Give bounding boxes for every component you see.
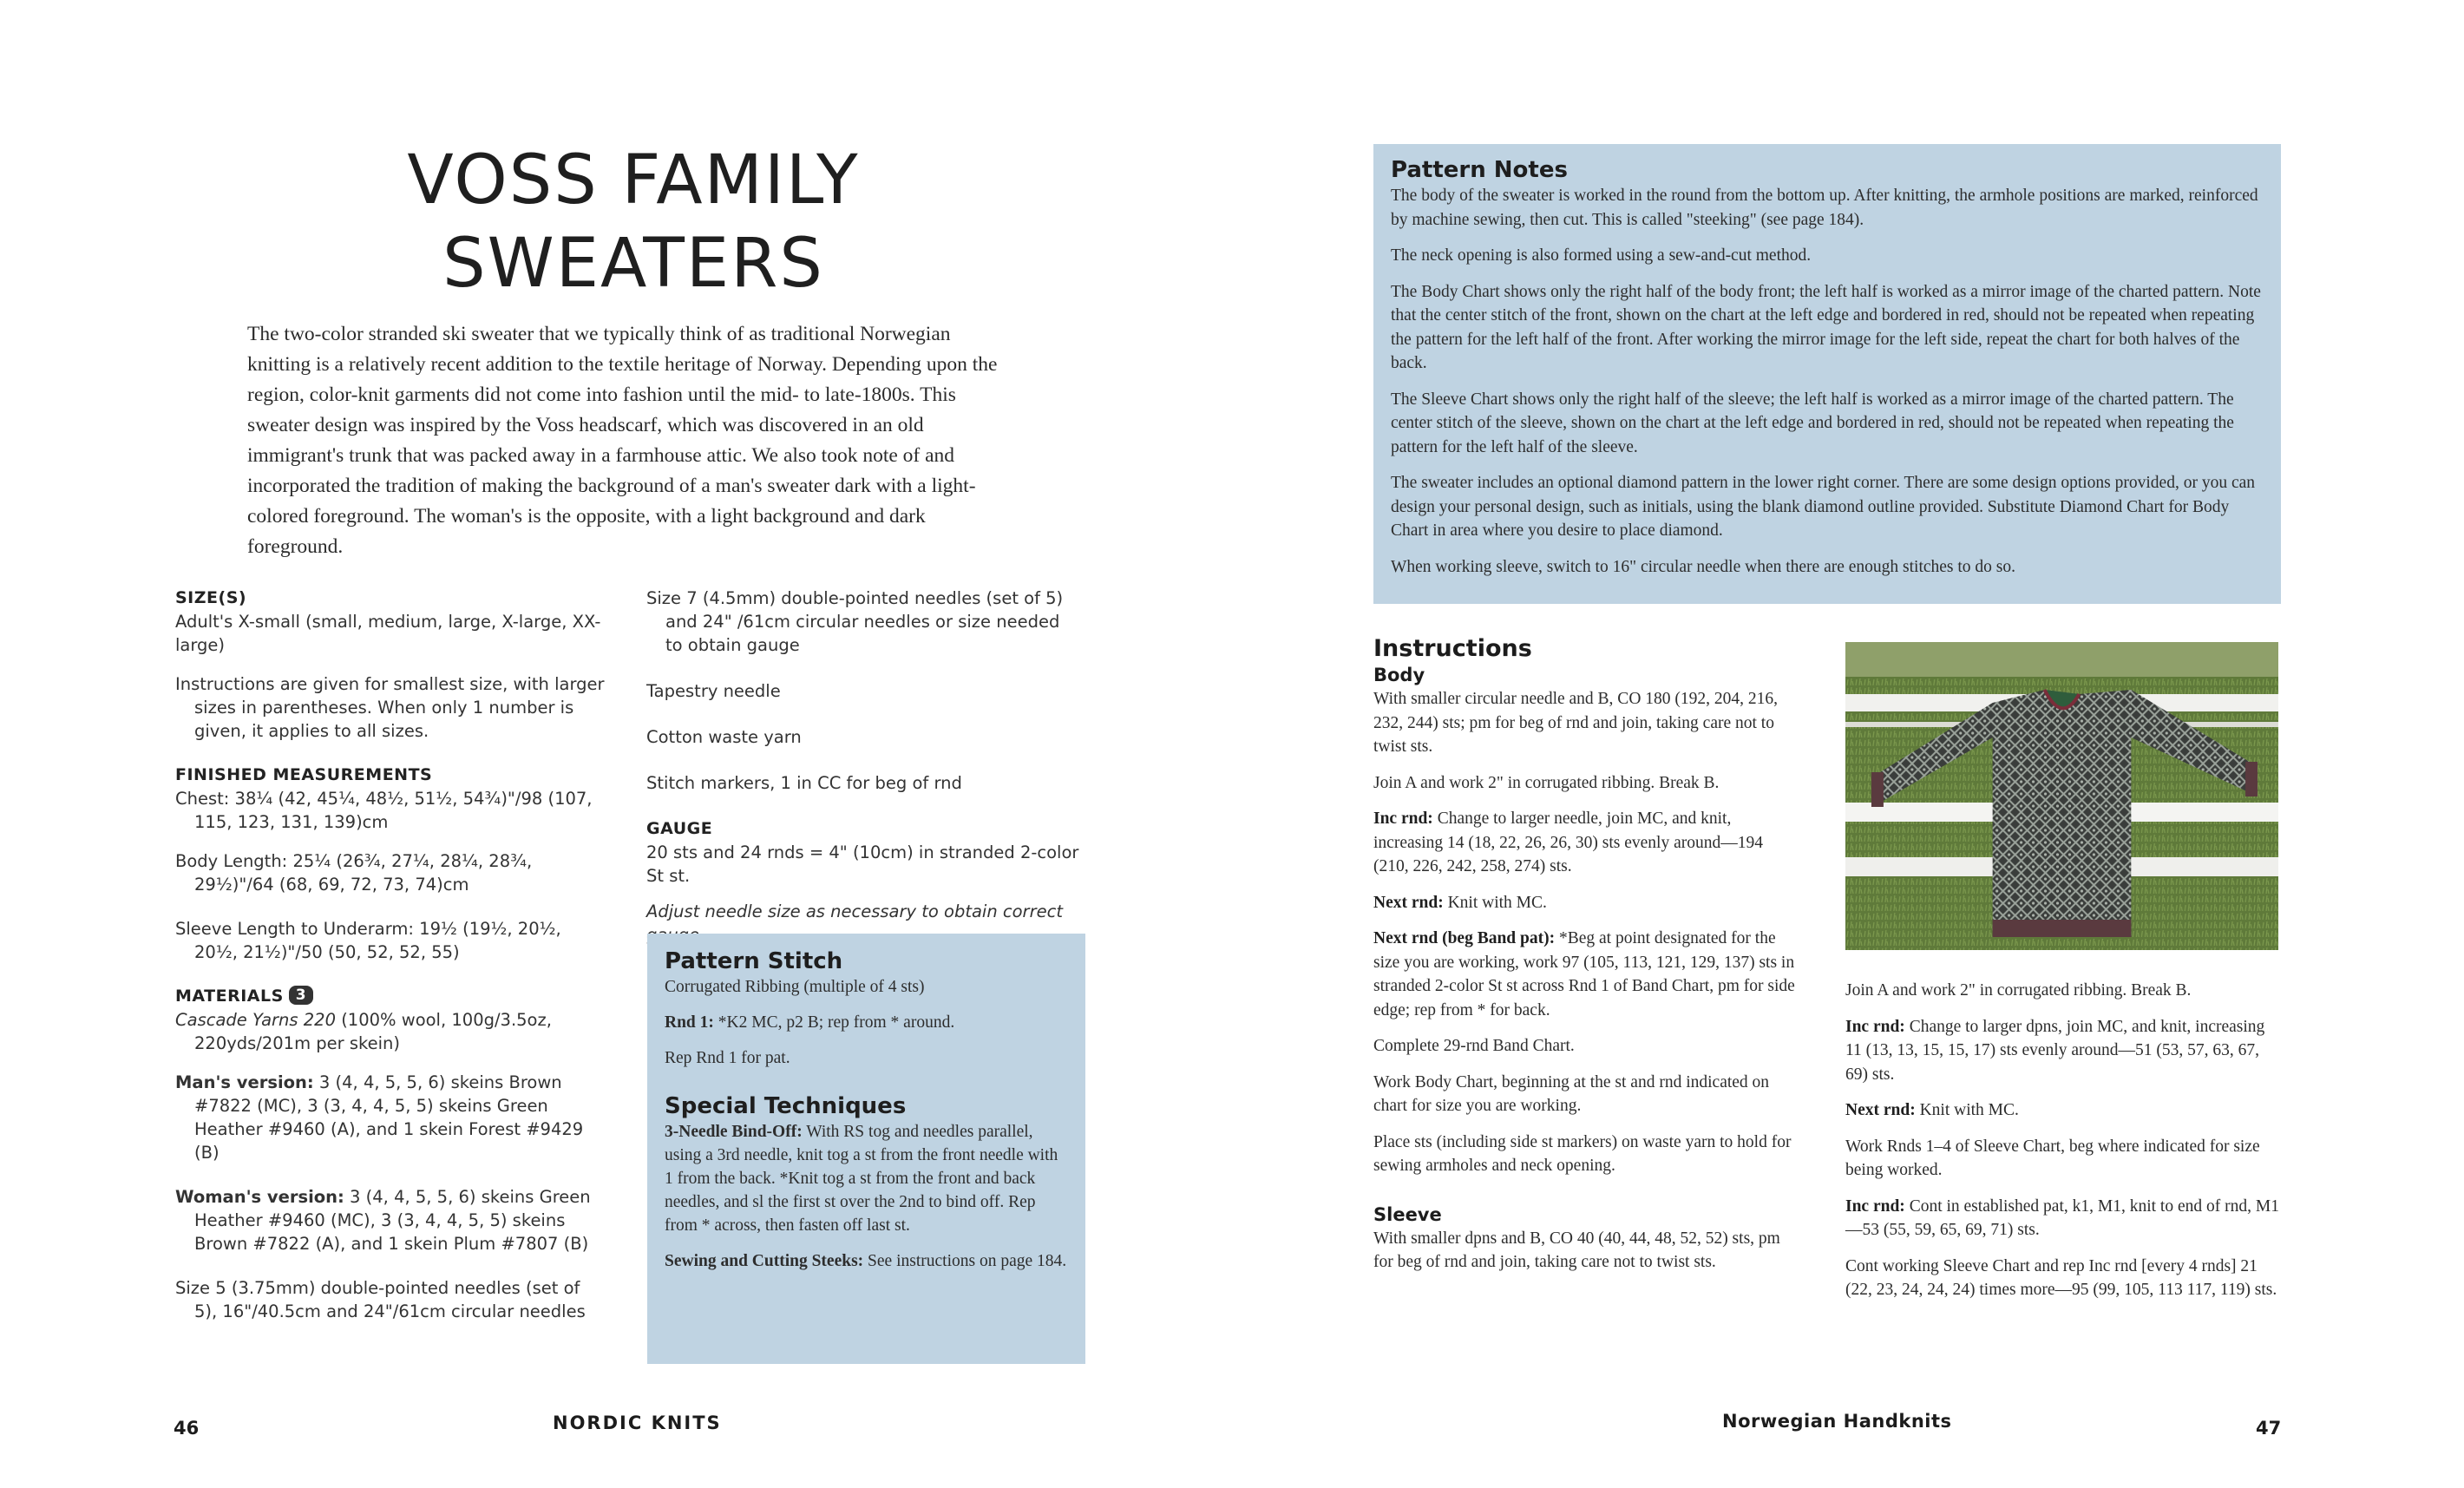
page-title — [260, 139, 1006, 305]
pattern-notes-box — [1373, 144, 2281, 604]
bind-off-text: With RS tog and needles parallel, using a 3rd needle, knit tog a st from the front needle with 1 from the back. *Knit tog a st from the front and back needles, and sl the first st over the 2nd to bind off. Rep from * across, then fasten off last st. — [665, 1123, 1058, 1235]
sleeve-step-inc-2 — [1845, 1195, 2279, 1242]
bind-off-label: 3-Needle Bind-Off: — [665, 1123, 803, 1141]
body-inc-label: Inc rnd: — [1373, 810, 1433, 828]
sleeve-inc2-label: Inc rnd: — [1845, 1196, 1905, 1216]
gauge-heading: GAUGE — [646, 819, 713, 838]
womans-version — [175, 1185, 605, 1255]
notes-paragraph-6: When working sleeve, switch to 16" circular needle when there are enough stitches to do so. — [1391, 557, 2016, 576]
body-step-place: Place sts (including side st markers) on waste yarn to hold for sewing armholes and neck opening. — [1373, 1132, 1792, 1175]
steeks-paragraph — [665, 1249, 1068, 1273]
sleeve-step-inc — [1845, 1015, 2279, 1087]
notes-paragraph-2: The neck opening is also formed using a sew-and-cut method. — [1391, 246, 1812, 265]
sleeve-length: Sleeve Length to Underarm: 19½ (19½, 20½, 20½, 21½)"/50 (50, 52, 52, 55) — [175, 919, 561, 962]
rnd1-line — [665, 1011, 1068, 1034]
sizes-heading: SIZE(S) — [175, 588, 247, 607]
sizes-text: Adult's X-small (small, medium, large, X-large, XX-large) — [175, 612, 601, 655]
chest-measure: Chest: 38¼ (42, 45¼, 48½, 51½, 54¾)"/98 (107, 115, 123, 131, 139)cm — [175, 789, 593, 832]
mans-version-text: 3 (4, 4, 5, 5, 6) skeins Brown #7822 (MC), 3 (3, 4, 4, 5, 5) skeins Green Heather #9460 (A), and 1 skein Forest #9429 (B) — [194, 1072, 584, 1163]
stitch-markers: Stitch markers, 1 in CC for beg of rnd — [646, 773, 962, 793]
title-line-2: SWEATERS — [442, 225, 824, 303]
sleeve-next-text: Knit with MC. — [1915, 1101, 2019, 1119]
notes-paragraph-3: The Body Chart shows only the right half of the body front; the left half is worked as a mirror image of the charted pattern. Note that the center stitch of the front, shown on the chart at the left edge and bordered in red, should not be repeated when repeating the pattern for the left half of the front. After working the mirror image for the left side, repeat the chart for both halves of the back. — [1391, 282, 2261, 372]
rnd1-label: Rnd 1: — [665, 1013, 714, 1032]
body-next-text: Knit with MC. — [1443, 893, 1547, 912]
materials-heading — [175, 985, 605, 1008]
body-length: Body Length: 25¼ (26¾, 27¼, 28¼, 28¾, 29½)"/64 (68, 69, 72, 73, 74)cm — [175, 851, 533, 895]
yarn-details: (100% wool, 100g/3.5oz, 220yds/201m per skein) — [194, 1010, 552, 1053]
womans-version-label: Woman's version: — [175, 1187, 344, 1207]
pattern-stitch-heading: Pattern Stitch — [665, 948, 843, 974]
steeks-label: Sewing and Cutting Steeks: — [665, 1252, 864, 1270]
body-heading: Body — [1373, 665, 1425, 685]
bind-off-paragraph — [665, 1120, 1068, 1237]
title-line-1: VOSS FAMILY — [407, 141, 860, 220]
sleeve-step-chart: Work Rnds 1–4 of Sleeve Chart, beg where indicated for size being worked. — [1845, 1137, 2260, 1179]
body-band-text: *Beg at point designated for the size you are working, work 97 (105, 113, 121, 129, 137) sts in stranded 2-color St st across Rnd 1 of Band Chart, pm for side edge; rep from * for back. — [1373, 929, 1795, 1019]
yarn-line — [175, 1008, 605, 1055]
sleeve-step-ribbing: Join A and work 2" in corrugated ribbing. Break B. — [1845, 981, 2192, 1000]
instructions-column — [1373, 635, 1799, 1287]
body-inc-text: Change to larger needle, join MC, and knit, increasing 14 (18, 22, 26, 26, 30) sts evenly around—194 (210, 226, 242, 258, 274) sts. — [1373, 810, 1763, 875]
running-head-right: Norwegian Handknits — [1722, 1411, 1952, 1432]
sleeve-next-label: Next rnd: — [1845, 1101, 1916, 1119]
materials-heading-text: MATERIALS — [175, 987, 284, 1006]
body-step-ribbing: Join A and work 2" in corrugated ribbing. Break B. — [1373, 773, 1720, 792]
body-step-cast-on: With smaller circular needle and B, CO 180 (192, 204, 216, 232, 244) sts; pm for beg of rnd and join, taking care not to twist sts. — [1373, 690, 1779, 756]
special-techniques-heading: Special Techniques — [665, 1093, 907, 1119]
yarn-name: Cascade Yarns 220 — [175, 1010, 336, 1030]
sleeve-inc2-text: Cont in established pat, k1, M1, knit to end of rnd, M1—53 (55, 59, 65, 69, 71) sts. — [1845, 1196, 2279, 1239]
rnd1-text: *K2 MC, p2 B; rep from * around. — [713, 1013, 955, 1032]
gauge-text: 20 sts and 24 rnds = 4" (10cm) in stranded 2-color St st. — [646, 842, 1079, 886]
materials-column-1 — [175, 587, 605, 1344]
body-next-label: Next rnd: — [1373, 893, 1444, 912]
sweater-photo — [1845, 642, 2278, 950]
steeks-text: See instructions on page 184. — [863, 1252, 1067, 1270]
sleeve-step-repeat: Cont working Sleeve Chart and rep Inc rnd [every 4 rnds] 21 (22, 23, 24, 24, 24) times more—95 (99, 105, 113 117, 119) sts. — [1845, 1256, 2277, 1299]
materials-column-2 — [646, 587, 1080, 969]
notes-paragraph-4: The Sleeve Chart shows only the right half of the sleeve; the left half is worked as a mirror image of the charted pattern. The center stitch of the sleeve, shown on the chart at the left edge and bordered in red, should not be repeated when repeating the pattern for the left half of the sleeve. — [1391, 390, 2234, 456]
body-step-next — [1373, 891, 1799, 915]
body-band-label: Next rnd (beg Band pat): — [1373, 929, 1556, 947]
body-step-inc — [1373, 807, 1799, 879]
needles-size-5: Size 5 (3.75mm) double-pointed needles (set of 5), 16"/40.5cm and 24"/61cm circular needles — [175, 1278, 586, 1321]
waste-yarn: Cotton waste yarn — [646, 727, 802, 747]
notes-paragraph-5: The sweater includes an optional diamond pattern in the lower right corner. There are some design options provided, or you can design your personal design, such as initials, using the blank diamond outline provided. Substitute Diamond Chart for Body Chart in area where you desire to place diamond. — [1391, 474, 2256, 540]
sleeve-inc-label: Inc rnd: — [1845, 1017, 1905, 1036]
womans-version-text: 3 (4, 4, 5, 5, 6) skeins Green Heather #9460 (MC), 3 (3, 4, 4, 5, 5) skeins Brown #7822 (A), and 1 skein Plum #7807 (B) — [194, 1187, 591, 1254]
sleeve-step-cast-on: With smaller dpns and B, CO 40 (40, 44, 48, 52, 52) sts, pm for beg of rnd and join, taking care not to twist sts. — [1373, 1229, 1780, 1271]
tapestry-needle: Tapestry needle — [646, 681, 781, 701]
sleeve-heading: Sleeve — [1373, 1203, 1442, 1225]
ribbing-line: Corrugated Ribbing (multiple of 4 sts) — [665, 978, 925, 996]
needles-size-7: Size 7 (4.5mm) double-pointed needles (set of 5) and 24" /61cm circular needles or size needed to obtain gauge — [646, 588, 1064, 655]
body-step-band — [1373, 927, 1799, 1022]
skill-level-badge: 3 — [289, 986, 313, 1005]
sizes-note: Instructions are given for smallest size, with larger sizes in parentheses. When only 1 number is given, it applies to all sizes. — [175, 674, 605, 741]
page-number-right: 47 — [2256, 1418, 2282, 1439]
mans-version — [175, 1071, 605, 1164]
instructions-heading: Instructions — [1373, 635, 1532, 662]
pattern-notes-heading: Pattern Notes — [1391, 157, 1568, 183]
rep-line: Rep Rnd 1 for pat. — [665, 1049, 790, 1067]
sleeve-step-next — [1845, 1098, 2279, 1123]
sleeve-inc-text: Change to larger dpns, join MC, and knit, increasing 11 (13, 13, 15, 15, 17) sts evenly around—51 (53, 57, 63, 67, 69) sts. — [1845, 1017, 2265, 1084]
page-number-left: 46 — [174, 1418, 200, 1439]
notes-paragraph-1: The body of the sweater is worked in the round from the bottom up. After knitting, the armhole positions are marked, reinforced by machine sewing, then cut. This is called "steeking" (see page 184). — [1391, 187, 2258, 229]
sleeve-column-2 — [1845, 979, 2279, 1314]
body-step-complete: Complete 29-rnd Band Chart. — [1373, 1037, 1575, 1055]
mans-version-label: Man's version: — [175, 1072, 314, 1092]
intro-paragraph: The two-color stranded ski sweater that we typically think of as traditional Norwegian knitting is a relatively recent addition to the textile heritage of Norway. Depending upon the region, color-knit garments did not come into fashion until the mid- to late-1800s. This sweater design was inspired by the Voss headscarf, which was discovered in an old immigrant's trunk that was packed away in a farmhouse attic. We also took note of and incorporated the tradition of making the background of a man's sweater dark with a light-colored foreground. The woman's is the opposite, with a light background and dark foreground. — [247, 323, 998, 558]
pattern-stitch-box — [647, 934, 1085, 1364]
body-step-chart: Work Body Chart, beginning at the st and rnd indicated on chart for size you are working. — [1373, 1072, 1770, 1115]
running-head-left: NORDIC KNITS — [553, 1413, 722, 1433]
gauge-note: Adjust needle size as necessary to obtain correct — [646, 901, 1063, 921]
finished-heading: FINISHED MEASUREMENTS — [175, 765, 433, 784]
